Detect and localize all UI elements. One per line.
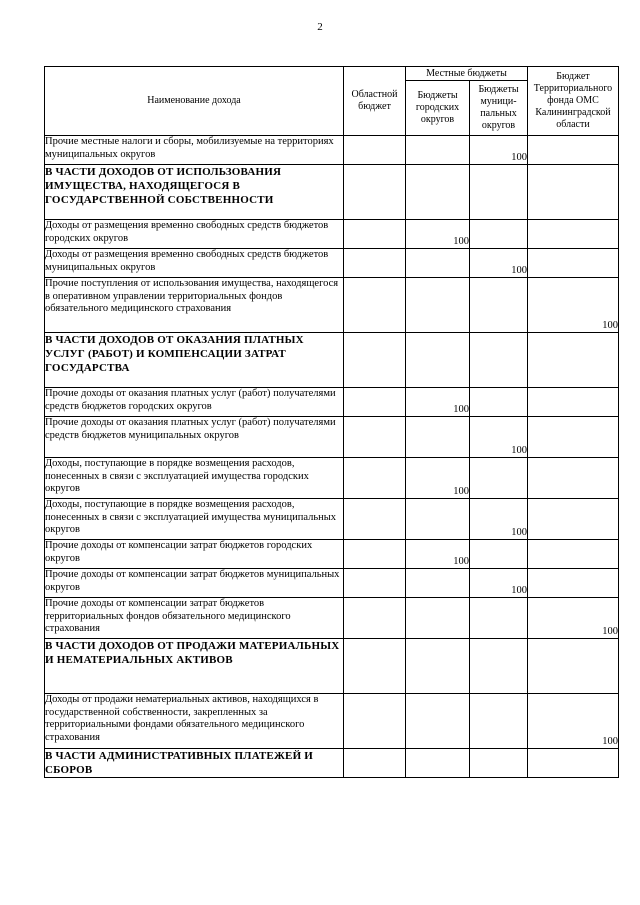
cell-municipal: 100	[470, 417, 528, 458]
cell-city	[406, 639, 470, 694]
cell-city	[406, 598, 470, 639]
cell-fund	[528, 249, 619, 278]
cell-regional	[344, 458, 406, 499]
cell-municipal	[470, 388, 528, 417]
cell-regional	[344, 749, 406, 778]
cell-city	[406, 569, 470, 598]
cell-city	[406, 417, 470, 458]
cell-regional	[344, 569, 406, 598]
cell-city	[406, 694, 470, 749]
row-name: Прочие доходы от оказания платных услуг (работ) получателями средств бюджетов муниципальных округов	[45, 417, 344, 458]
section-heading: В ЧАСТИ ДОХОДОВ ОТ ИСПОЛЬЗОВАНИЯ ИМУЩЕСТВА, НАХОДЯЩЕГОСЯ В ГОСУДАРСТВЕННОЙ СОБСТВЕННОСТИ	[45, 165, 344, 220]
cell-municipal: 100	[470, 569, 528, 598]
cell-regional	[344, 333, 406, 388]
cell-fund	[528, 333, 619, 388]
cell-regional	[344, 136, 406, 165]
cell-municipal	[470, 639, 528, 694]
cell-fund: 100	[528, 694, 619, 749]
cell-fund	[528, 540, 619, 569]
header-income-name: Наименование дохода	[45, 67, 344, 136]
cell-city	[406, 333, 470, 388]
cell-fund	[528, 499, 619, 540]
cell-regional	[344, 499, 406, 540]
cell-fund	[528, 639, 619, 694]
row-name: Прочие доходы от компенсации затрат бюджетов муниципальных округов	[45, 569, 344, 598]
row-name: Прочие доходы от компенсации затрат бюджетов городских округов	[45, 540, 344, 569]
row-name: Доходы от размещения временно свободных средств бюджетов муниципальных округов	[45, 249, 344, 278]
cell-fund	[528, 417, 619, 458]
cell-municipal	[470, 165, 528, 220]
cell-municipal	[470, 278, 528, 333]
cell-city: 100	[406, 540, 470, 569]
cell-fund	[528, 136, 619, 165]
header-city-budgets: Бюджеты городских округов	[406, 81, 470, 136]
row-name: Прочие поступления от использования имущества, находящегося в оперативном управлении территориальных фондов обязательного медицинского страхования	[45, 278, 344, 333]
header-regional-budget: Областной бюджет	[344, 67, 406, 136]
cell-city	[406, 749, 470, 778]
cell-city: 100	[406, 220, 470, 249]
cell-regional	[344, 417, 406, 458]
cell-regional	[344, 694, 406, 749]
cell-regional	[344, 598, 406, 639]
cell-municipal	[470, 749, 528, 778]
cell-city	[406, 499, 470, 540]
cell-municipal	[470, 333, 528, 388]
cell-regional	[344, 165, 406, 220]
cell-city	[406, 278, 470, 333]
row-name: Доходы от размещения временно свободных средств бюджетов городских округов	[45, 220, 344, 249]
cell-regional	[344, 540, 406, 569]
income-distribution-table	[44, 66, 619, 778]
cell-fund	[528, 569, 619, 598]
cell-city	[406, 165, 470, 220]
cell-municipal	[470, 220, 528, 249]
row-name: Прочие местные налоги и сборы, мобилизуемые на территориях муниципальных округов	[45, 136, 344, 165]
cell-fund: 100	[528, 278, 619, 333]
row-name: Прочие доходы от компенсации затрат бюджетов территориальных фондов обязательного медицинского страхования	[45, 598, 344, 639]
section-heading: В ЧАСТИ АДМИНИСТРАТИВНЫХ ПЛАТЕЖЕЙ И СБОРОВ	[45, 749, 344, 778]
header-municipal-budgets: Бюджеты муници-пальных округов	[470, 81, 528, 136]
cell-city: 100	[406, 388, 470, 417]
cell-fund: 100	[528, 598, 619, 639]
cell-regional	[344, 388, 406, 417]
cell-city: 100	[406, 458, 470, 499]
cell-fund	[528, 749, 619, 778]
cell-fund	[528, 388, 619, 417]
row-name: Прочие доходы от оказания платных услуг (работ) получателями средств бюджетов городских округов	[45, 388, 344, 417]
row-name: Доходы от продажи нематериальных активов, находящихся в государственной собственности, закрепленных за территориальными фондами обязательного медицинского страхования	[45, 694, 344, 749]
cell-regional	[344, 220, 406, 249]
section-heading: В ЧАСТИ ДОХОДОВ ОТ ПРОДАЖИ МАТЕРИАЛЬНЫХ И НЕМАТЕРИАЛЬНЫХ АКТИВОВ	[45, 639, 344, 694]
cell-city	[406, 249, 470, 278]
row-name: Доходы, поступающие в порядке возмещения расходов, понесенных в связи с эксплуатацией имущества городских округов	[45, 458, 344, 499]
header-fund-budget: Бюджет Территориального фонда ОМС Калининградской области	[528, 67, 619, 136]
cell-city	[406, 136, 470, 165]
header-local-budgets: Местные бюджеты	[406, 67, 528, 81]
cell-regional	[344, 249, 406, 278]
cell-regional	[344, 639, 406, 694]
cell-municipal	[470, 458, 528, 499]
cell-municipal: 100	[470, 136, 528, 165]
cell-municipal	[470, 694, 528, 749]
cell-fund	[528, 220, 619, 249]
row-name: Доходы, поступающие в порядке возмещения расходов, понесенных в связи с эксплуатацией имущества муниципальных округов	[45, 499, 344, 540]
cell-fund	[528, 458, 619, 499]
cell-municipal: 100	[470, 249, 528, 278]
cell-municipal	[470, 598, 528, 639]
cell-municipal	[470, 540, 528, 569]
cell-fund	[528, 165, 619, 220]
cell-municipal: 100	[470, 499, 528, 540]
cell-regional	[344, 278, 406, 333]
section-heading: В ЧАСТИ ДОХОДОВ ОТ ОКАЗАНИЯ ПЛАТНЫХ УСЛУГ (РАБОТ) И КОМПЕНСАЦИИ ЗАТРАТ ГОСУДАРСТВА	[45, 333, 344, 388]
page-number: 2	[317, 21, 323, 33]
